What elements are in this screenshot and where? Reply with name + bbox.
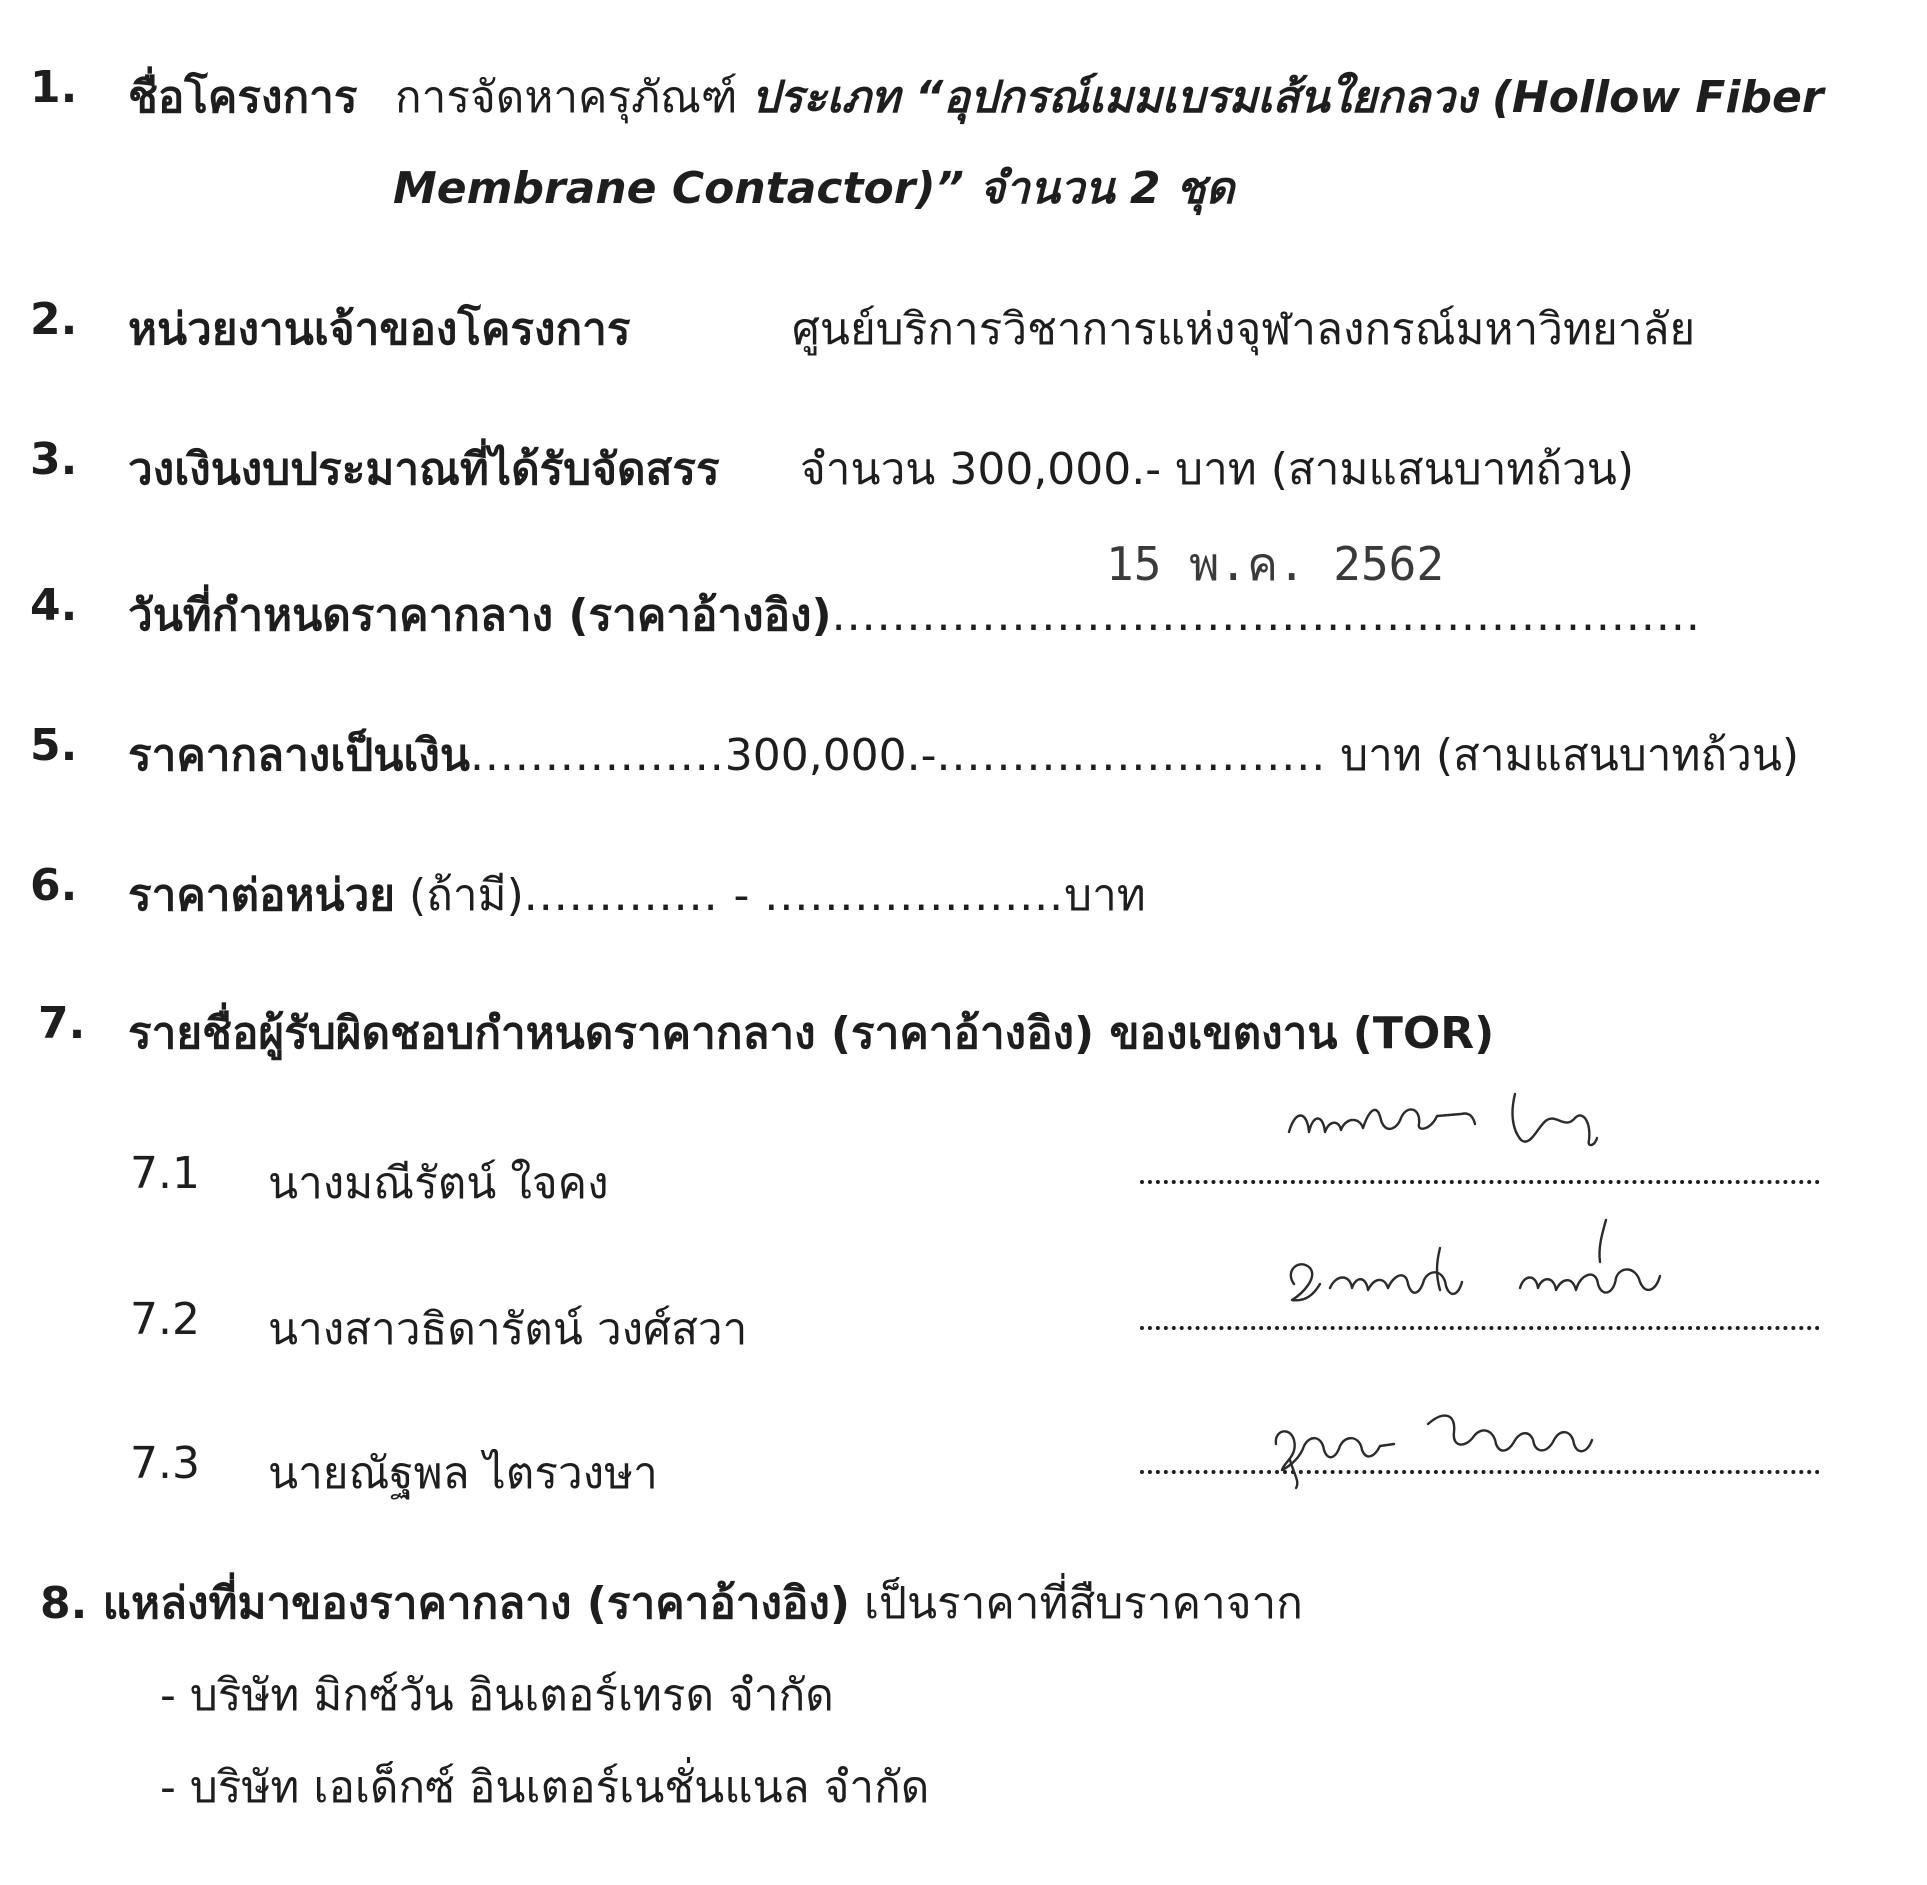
item-3-label: วงเงินงบประมาณที่ได้รับจัดสรร <box>128 444 720 495</box>
item-5-line <box>128 720 1799 790</box>
item-1-number: 1. <box>30 62 78 113</box>
item-2-label: หน่วยงานเจ้าของโครงการ <box>128 304 631 355</box>
item-6-unit: บาท <box>1064 870 1146 921</box>
item-6-number: 6. <box>30 860 78 911</box>
item-4-line <box>128 580 1701 650</box>
item-1-value-line1 <box>395 62 1824 132</box>
item-5-suffix: บาท (สามแสนบาทถ้วน) <box>1326 730 1800 781</box>
item-1-text-italic-1: ประเภท “อุปกรณ์เมมเบรมเส้นใยกลวง (Hollow Fiber <box>751 72 1824 123</box>
committee-3-number: 7.3 <box>130 1438 200 1489</box>
item-6-dots-a: ............. <box>523 870 734 921</box>
item-5-amount: 300,000.- <box>724 730 937 781</box>
item-4-number: 4. <box>30 580 78 631</box>
sources-heading-bold: 8. แหล่งที่มาของราคากลาง (ราคาอ้างอิง) <box>40 1578 850 1629</box>
item-1-text-italic-2: Membrane Contactor)” จำนวน 2 ชุด <box>393 163 1235 214</box>
item-4-dots: .......................................................... <box>831 590 1701 641</box>
committee-2-name: นางสาวธิดารัตน์ วงศ์สวา <box>268 1304 748 1355</box>
committee-1-name: นางมณีรัตน์ ใจคง <box>268 1158 609 1209</box>
committee-3-name: นายณัฐพล ไตรวงษา <box>268 1448 658 1499</box>
item-6-dash: - <box>733 870 750 921</box>
item-1-label: ชื่อโครงการ <box>128 72 358 123</box>
committee-1-signature <box>1285 1080 1615 1180</box>
item-3-value: จำนวน 300,000.- บาท (สามแสนบาทถ้วน) <box>800 444 1635 495</box>
source-item-2: - บริษัท เอเด็กซ์ อินเตอร์เนชั่นแนล จำกัด <box>160 1762 930 1813</box>
committee-2-number: 7.2 <box>130 1294 200 1345</box>
item-4-label: วันที่กำหนดราคากลาง (ราคาอ้างอิง) <box>128 590 832 641</box>
committee-3-signature <box>1270 1400 1630 1490</box>
committee-1-number: 7.1 <box>130 1148 200 1199</box>
committee-2-signature <box>1280 1218 1700 1338</box>
item-7-label: รายชื่อผู้รับผิดชอบกำหนดราคากลาง (ราคาอ้างอิง) ของเขตงาน (TOR) <box>128 1008 1495 1059</box>
item-5-dots-b: .......................... <box>936 730 1327 781</box>
item-3-number: 3. <box>30 434 78 485</box>
item-5-number: 5. <box>30 720 78 771</box>
item-6-line <box>128 860 1146 930</box>
item-1-text-plain: การจัดหาครุภัณฑ์ <box>395 72 738 123</box>
item-6-dots-b: .................... <box>749 870 1065 921</box>
item-7-number: 7. <box>38 998 86 1049</box>
item-5-dots-a: ................. <box>469 730 725 781</box>
source-item-1: - บริษัท มิกซ์วัน อินเตอร์เทรด จำกัด <box>160 1670 834 1721</box>
sources-heading <box>40 1568 1303 1638</box>
committee-1-signature-line <box>1140 1180 1820 1184</box>
date-stamp: 15 พ.ค. 2562 <box>1106 537 1445 591</box>
item-6-label: ราคาต่อหน่วย <box>128 870 396 921</box>
sources-heading-plain: เป็นราคาที่สืบราคาจาก <box>849 1578 1303 1629</box>
item-2-number: 2. <box>30 294 78 345</box>
item-2-value: ศูนย์บริการวิชาการแห่งจุฬาลงกรณ์มหาวิทยาลัย <box>792 304 1696 355</box>
item-5-label: ราคากลางเป็นเงิน <box>128 730 470 781</box>
item-6-note: (ถ้ามี) <box>395 870 524 921</box>
